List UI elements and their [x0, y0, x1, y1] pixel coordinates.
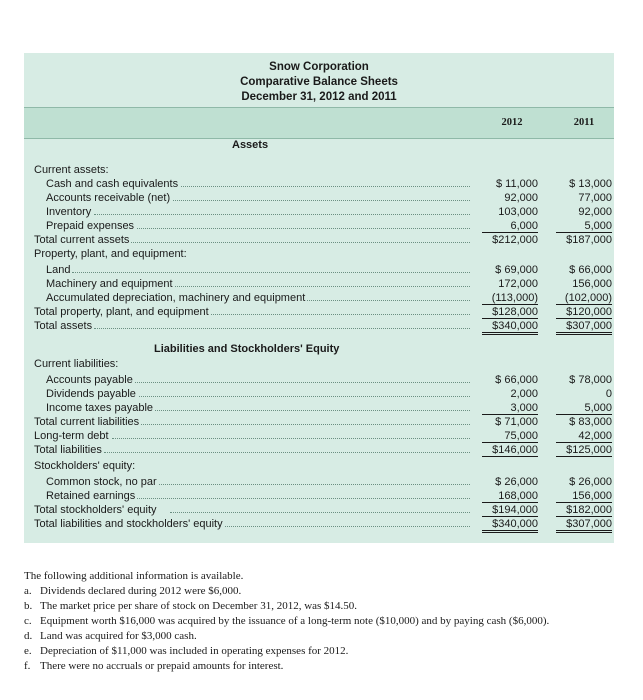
value-2012: $ 71,000 — [495, 416, 538, 428]
row-dividends-payable — [24, 388, 614, 402]
company-name: Snow Corporation — [269, 61, 369, 73]
row-label: Accumulated depreciation, machinery and equipment — [46, 292, 306, 304]
note-text: Land was acquired for $3,000 cash. — [40, 630, 197, 642]
row-label: Total current assets — [34, 234, 130, 246]
row-current-assets-heading — [24, 164, 614, 178]
row-label: Inventory — [46, 206, 92, 218]
value-2012: 3,000 — [482, 402, 538, 415]
value-2012: $ 26,000 — [495, 476, 538, 488]
value-2012: 92,000 — [504, 192, 538, 204]
note-item — [24, 585, 241, 597]
row-label: Common stock, no par — [46, 476, 157, 488]
note-key: f. — [24, 660, 31, 672]
row-label: Stockholders' equity: — [34, 460, 136, 472]
row-accounts-receivable — [24, 192, 614, 206]
row-label: Current assets: — [34, 164, 109, 176]
row-label: Property, plant, and equipment: — [34, 248, 187, 260]
row-inventory — [24, 206, 614, 220]
statement-date: December 31, 2012 and 2011 — [241, 91, 397, 103]
row-label: Total stockholders' equity — [34, 504, 157, 516]
value-2012: $ 69,000 — [495, 264, 538, 276]
notes-intro: The following additional information is available. — [24, 570, 244, 582]
note-text: There were no accruals or prepaid amounts for interest. — [40, 660, 284, 672]
row-land — [24, 264, 614, 278]
row-stockholders-equity-heading — [24, 460, 614, 474]
note-key: a. — [24, 585, 32, 597]
row-income-taxes-payable — [24, 402, 614, 416]
row-common-stock — [24, 476, 614, 490]
row-label: Long-term debt — [34, 430, 109, 442]
note-key: e. — [24, 645, 32, 657]
value-2011: 77,000 — [578, 192, 612, 204]
row-prepaid-expenses — [24, 220, 614, 234]
value-2011: 5,000 — [556, 402, 612, 415]
value-2011: $125,000 — [556, 444, 612, 457]
note-item — [24, 600, 357, 612]
row-label: Dividends payable — [46, 388, 136, 400]
row-accumulated-depreciation — [24, 292, 614, 306]
note-item — [24, 630, 197, 642]
note-key: b. — [24, 600, 33, 612]
value-2012: $ 11,000 — [495, 178, 538, 190]
note-item — [24, 645, 348, 657]
row-accounts-payable — [24, 374, 614, 388]
row-total-ppe — [24, 306, 614, 320]
value-2011: 0 — [605, 388, 612, 400]
row-label: Total assets — [34, 320, 93, 332]
value-2012: 2,000 — [510, 388, 538, 400]
value-2011: $182,000 — [556, 504, 612, 517]
value-2011: 156,000 — [556, 490, 612, 503]
row-label: Land — [46, 264, 71, 276]
row-total-stockholders-equity — [24, 504, 614, 518]
value-2011: $ 66,000 — [569, 264, 612, 276]
value-2011: 156,000 — [572, 278, 612, 290]
row-label: Machinery and equipment — [46, 278, 173, 290]
note-key: c. — [24, 615, 32, 627]
row-label: Total current liabilities — [34, 416, 140, 428]
value-2011: $187,000 — [566, 234, 612, 246]
row-label: Current liabilities: — [34, 358, 119, 370]
value-2012: 75,000 — [482, 430, 538, 443]
value-2012: $ 66,000 — [495, 374, 538, 386]
year-2011-header: 2011 — [573, 117, 595, 128]
row-label: Retained earnings — [46, 490, 136, 502]
value-2011: 5,000 — [556, 220, 612, 233]
row-retained-earnings — [24, 490, 614, 504]
value-2011: $ 13,000 — [569, 178, 612, 190]
row-cash — [24, 178, 614, 192]
value-2011: 42,000 — [556, 430, 612, 443]
value-2011: 92,000 — [578, 206, 612, 218]
note-text: Depreciation of $11,000 was included in operating expenses for 2012. — [40, 645, 349, 657]
row-total-current-assets — [24, 234, 614, 248]
note-text: Equipment worth $16,000 was acquired by the issuance of a long-term note ($10,000) and by paying cash ($6,000). — [40, 615, 550, 627]
value-2011: $307,000 — [556, 518, 612, 533]
value-2012: 168,000 — [482, 490, 538, 503]
statement-title: Comparative Balance Sheets — [240, 76, 398, 88]
row-label: Prepaid expenses — [46, 220, 135, 232]
assets-heading: Assets — [232, 139, 269, 151]
row-label: Total property, plant, and equipment — [34, 306, 209, 318]
row-machinery — [24, 278, 614, 292]
row-ppe-heading — [24, 248, 614, 262]
note-key: d. — [24, 630, 33, 642]
liabilities-equity-heading: Liabilities and Stockholders' Equity — [154, 343, 340, 355]
value-2012: $194,000 — [482, 504, 538, 517]
value-2012: $340,000 — [482, 518, 538, 533]
year-header-bar — [24, 107, 614, 139]
note-text: Dividends declared during 2012 were $6,000. — [40, 585, 242, 597]
value-2011: $ 78,000 — [569, 374, 612, 386]
value-2012: 103,000 — [498, 206, 538, 218]
note-text: The market price per share of stock on December 31, 2012, was $14.50. — [40, 600, 358, 612]
value-2012: $340,000 — [482, 320, 538, 335]
balance-sheet-panel — [24, 53, 614, 543]
value-2012: $128,000 — [482, 306, 538, 319]
value-2012: (113,000) — [482, 292, 538, 305]
row-label: Total liabilities and stockholders' equity — [34, 518, 223, 530]
row-total-current-liabilities — [24, 416, 614, 430]
row-total-assets — [24, 320, 614, 334]
row-label: Accounts payable — [46, 374, 133, 386]
row-label: Cash and cash equivalents — [46, 178, 179, 190]
row-total-liabilities-and-equity — [24, 518, 614, 532]
note-item — [24, 615, 549, 627]
row-label: Total liabilities — [34, 444, 102, 456]
value-2011: $307,000 — [556, 320, 612, 335]
row-total-liabilities — [24, 444, 614, 458]
value-2011: $ 26,000 — [569, 476, 612, 488]
row-current-liabilities-heading — [24, 358, 614, 372]
value-2012: 6,000 — [482, 220, 538, 233]
row-label: Income taxes payable — [46, 402, 154, 414]
value-2011: (102,000) — [556, 292, 612, 305]
row-long-term-debt — [24, 430, 614, 444]
year-2012-header: 2012 — [501, 117, 523, 128]
value-2012: 172,000 — [498, 278, 538, 290]
value-2011: $ 83,000 — [569, 416, 612, 428]
value-2012: $146,000 — [482, 444, 538, 457]
value-2011: $120,000 — [556, 306, 612, 319]
note-item — [24, 660, 283, 672]
value-2012: $212,000 — [492, 234, 538, 246]
row-label: Accounts receivable (net) — [46, 192, 171, 204]
